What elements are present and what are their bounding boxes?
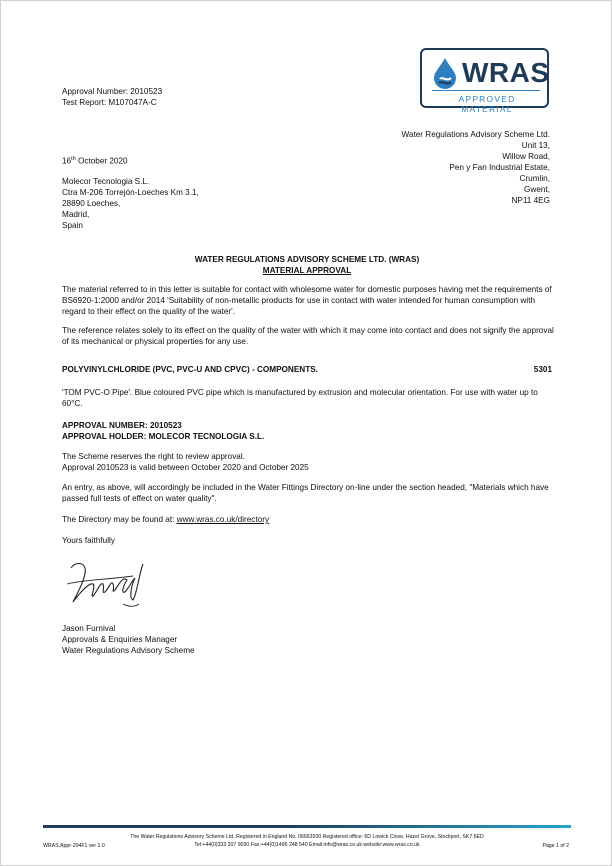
recipient-address-line: Madrid,	[62, 210, 90, 219]
footer-registration: The Water Regulations Advisory Scheme Ltd. Registered in England No. 06663930 Registered office: 6D Lowick Close, Hazel Grove, Stockport, SK7 5ED	[130, 834, 484, 840]
logo-word: WRAS	[462, 57, 550, 88]
document-title	[62, 254, 552, 276]
footer-bar	[43, 825, 571, 828]
approval-holder-line: APPROVAL HOLDER: MOLECOR TECNOLOGIA S.L.	[62, 432, 265, 441]
handwritten-signature	[63, 554, 153, 614]
sender-address-line: Pen y Fan Industrial Estate,	[449, 163, 550, 172]
review-block	[62, 451, 309, 473]
recipient-address-line: Spain	[62, 221, 83, 230]
title-line-2: MATERIAL APPROVAL	[262, 266, 352, 275]
review-line-1: The Scheme reserves the right to review approval.	[62, 452, 245, 461]
recipient-address-line: Molecor Tecnologia S.L.	[62, 177, 150, 186]
sender-address-line: Crumlin,	[519, 174, 550, 183]
sender-address-line: Gwent,	[524, 185, 550, 194]
signatory-organisation: Water Regulations Advisory Scheme	[62, 646, 195, 655]
product-description: 'TOM PVC-O Pipe'. Blue coloured PVC pipe which is manufactured by extrusion and molecular orientation. For use with water up to 60°C.	[62, 388, 538, 408]
suitability-paragraph: The material referred to in this letter is suitable for contact with wholesome water for domestic purposes having met the requirements of BS6920-1:2000 and/or 2014 'Suitability of non-metallic products for use in contact with water intended for human consumption with regard to their effect on the quality of the water'.	[62, 285, 552, 316]
signatory-title: Approvals & Enquiries Manager	[62, 635, 178, 644]
directory-entry-paragraph: An entry, as above, will accordingly be included in the Water Fittings Directory on-line under the section headed, "Materials which have passed full tests of effect on water quality".	[62, 483, 549, 503]
approval-details	[62, 420, 264, 442]
recipient-address	[62, 176, 199, 231]
directory-link[interactable]: www.wras.co.uk/directory	[176, 515, 270, 524]
sender-address-line: Willow Road,	[502, 152, 550, 161]
recipient-address-line: 28890 Loeches,	[62, 199, 121, 208]
closing: Yours faithfully	[62, 536, 115, 545]
form-reference: WRAS.Appr-204F1 ver 1.0	[43, 843, 105, 849]
product-code: 5301	[533, 365, 552, 374]
sender-address-line: Water Regulations Advisory Scheme Ltd.	[401, 130, 550, 139]
test-report-ref: Test Report: M107047A-C	[62, 98, 157, 107]
review-line-2: Approval 2010523 is valid between October 2020 and October 2025	[62, 463, 309, 472]
footer-contact: Tel:+44(0)333 207 9030 Fax:+44(0)1495 248 540 Email:info@wras.co.uk website:www.wras.co.uk	[194, 842, 420, 848]
sender-address-line: NP11 4EG	[511, 196, 550, 205]
directory-line	[62, 514, 269, 525]
product-name: POLYVINYLCHLORIDE (PVC, PVC-U AND CPVC) - COMPONENTS.	[62, 365, 318, 374]
letter-date: 16th October 2020	[62, 156, 128, 166]
logo-subtitle: APPROVED MATERIAL	[458, 94, 516, 114]
page-number: Page 1 of 2	[542, 843, 569, 849]
approval-number-line: APPROVAL NUMBER: 2010523	[62, 421, 182, 430]
title-line-1: WATER REGULATIONS ADVISORY SCHEME LTD. (WRAS)	[194, 255, 420, 264]
recipient-address-line: Ctra M-206 Torrejón-Loeches Km 3.1,	[62, 188, 199, 197]
logo-divider	[432, 90, 540, 91]
signatory-block	[62, 623, 195, 656]
sender-address-line: Unit 13,	[521, 141, 550, 150]
product-line	[62, 364, 552, 375]
scope-paragraph: The reference relates solely to its effect on the quality of the water with which it may come into contact and does not signify the approval of its mechanical or physical properties for any use.	[62, 326, 554, 346]
signatory-name: Jason Furnival	[62, 624, 116, 633]
directory-prefix: The Directory may be found at:	[62, 515, 177, 524]
sender-address	[300, 129, 550, 206]
reference-block	[62, 86, 162, 108]
water-drop-icon	[432, 57, 458, 89]
approval-number-ref: Approval Number: 2010523	[62, 87, 163, 96]
wras-approved-material-logo	[420, 48, 550, 114]
